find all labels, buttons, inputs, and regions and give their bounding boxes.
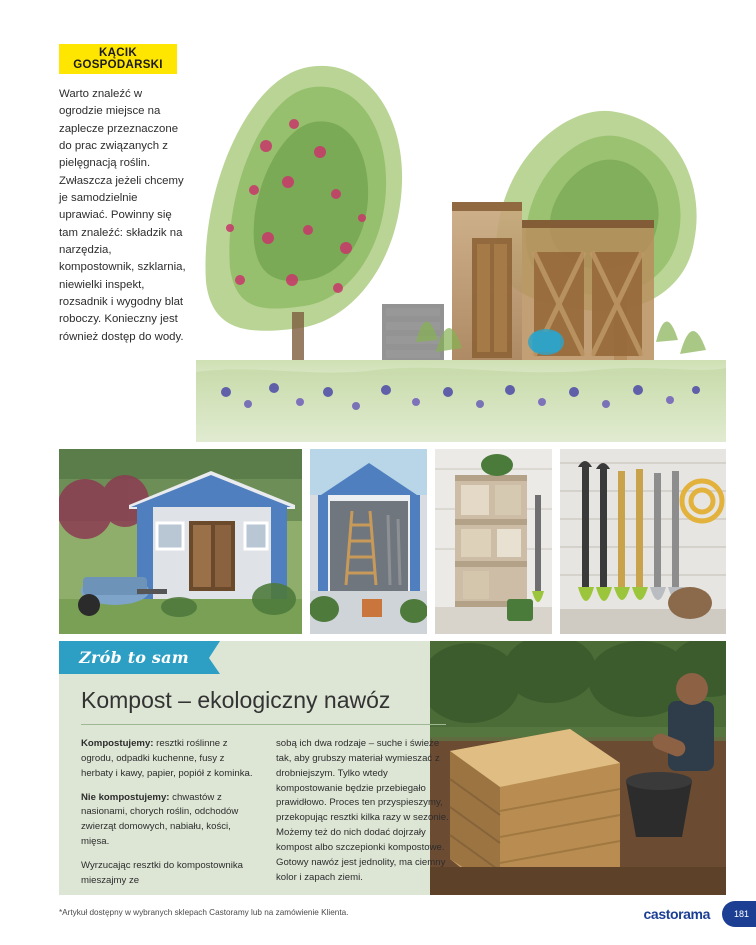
section-badge-line1: KĄCIK (99, 46, 137, 59)
title-divider (81, 724, 446, 725)
diy-ribbon (59, 641, 209, 674)
photo-compost-bin (430, 641, 726, 895)
paragraph (81, 791, 258, 850)
paragraph-text: sobą ich dwa rodzaje – suche i świeże tak, aby grubszy materiał wymieszać z drobniejszym. Tylko wtedy kompostowanie będzie przebiegało prawidłowo. Proces ten przyspieszymy, przekopując resztki kilka razy w sezonie. Możemy też do nich dodać dojrzały kompost albo szczepionki kompostowe. Gotowy nawóz jest jednolity, ma ciemny kolor i zapach ziemi. (276, 738, 449, 883)
paragraph-text: resztki roślinne z ogrodu, odpadki kuchenne, fusy z herbaty i kawy, papier, popiół z kominka. (81, 738, 253, 779)
photo-garden-shed-blue (59, 449, 302, 634)
paragraph (276, 737, 453, 886)
paragraph (81, 859, 258, 889)
panel-title-main: Kompost (81, 687, 172, 713)
hero-illustration (196, 42, 726, 442)
photo-tools-wall (560, 449, 726, 634)
panel-column-right (276, 737, 453, 895)
section-badge (59, 44, 177, 74)
diy-panel (59, 641, 726, 895)
diy-ribbon-label: Zrób to sam (79, 648, 189, 667)
panel-title (81, 687, 441, 714)
paragraph-text: Wyrzucając resztki do kompostownika mieszajmy ze (81, 860, 243, 886)
brand-logo: castorama (643, 906, 710, 922)
paragraph-text: chwastów z nasionami, chorych roślin, odchodów zwierząt domowych, nabiału, kości, mięsa. (81, 791, 239, 848)
photo-strip (59, 449, 726, 634)
photo-shed-interior (310, 449, 427, 634)
paragraph-lead: Kompostujemy: (81, 738, 154, 749)
intro-text: Warto znaleźć w ogrodzie miejsce na zaplecze przeznaczone do prac związanych z pielęgnacją roślin. Zwłaszcza jeżeli chcemy je samodzielnie uprawiać. Powinny się tam znaleźć: składzik na narzędzia, kompostownik, szklarnia, niewielki inspekt, rozsadnik i wygodny blat roboczy. Konieczny jest również dostęp do wody. (59, 88, 186, 343)
page-number: 181 (722, 901, 756, 927)
panel-columns (81, 737, 453, 895)
panel-column-left (81, 737, 258, 895)
section-badge-line2: GOSPODARSKI (73, 59, 163, 71)
photo-shelf-storage (435, 449, 552, 634)
paragraph-lead: Nie kompostujemy: (81, 791, 170, 803)
paragraph (81, 737, 258, 782)
panel-title-rest: – ekologiczny nawóz (171, 687, 391, 713)
footnote: *Artykuł dostępny w wybranych sklepach Castoramy lub na zamówienie Klienta. (59, 908, 349, 917)
